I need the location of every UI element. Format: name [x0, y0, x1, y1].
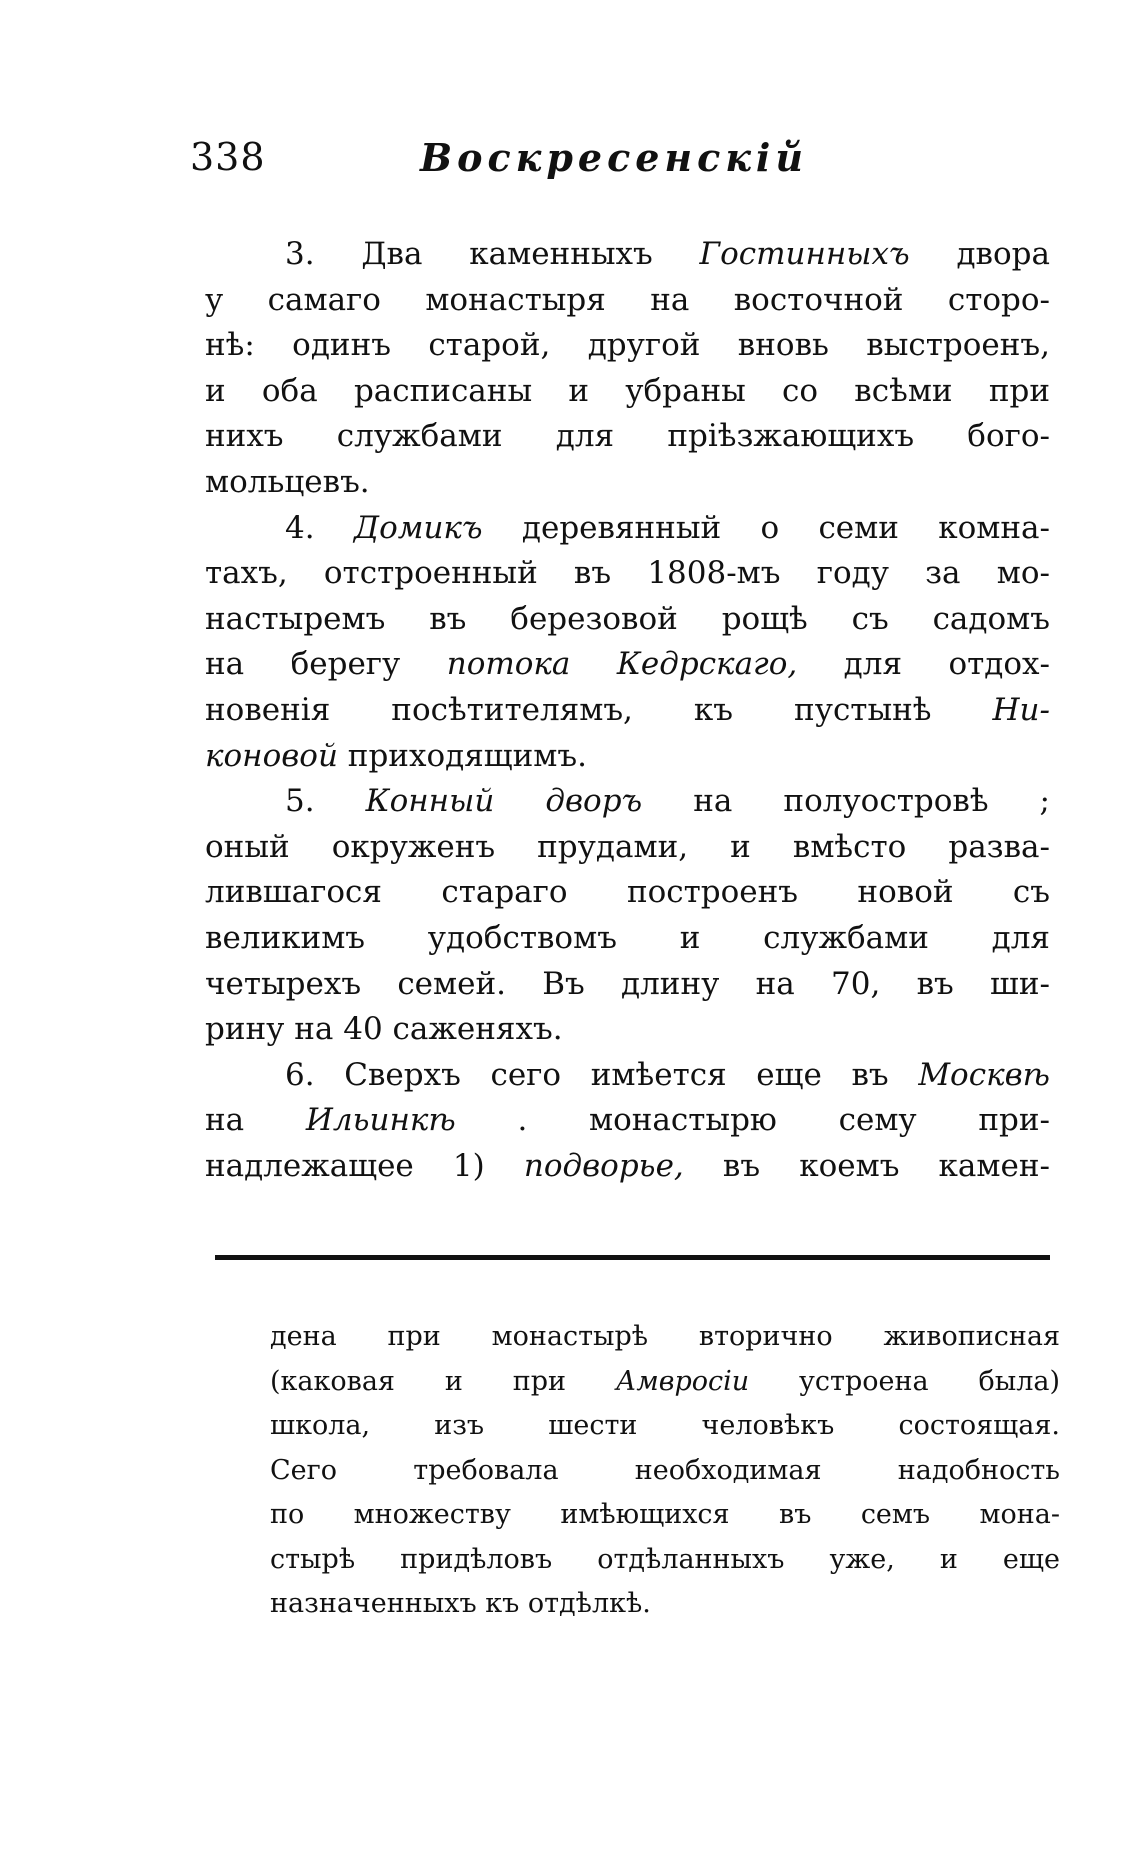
footnote [270, 1315, 1060, 1627]
text-line: мольцевъ. [205, 463, 370, 500]
text-line: на берегу потока Кедрскаго, для отдох- [205, 646, 1050, 683]
text-line: новенiя посѣтителямъ, къ пустынѣ Ни- [205, 691, 1050, 728]
text-line: оный окруженъ прудами, и вмѣсто разва- [205, 828, 1050, 865]
footnote-line: дена при монастырѣ вторично живописная [270, 1321, 1060, 1352]
running-title: Воскресенскiй [420, 135, 808, 180]
text-line: рину на 40 саженяхъ. [205, 1011, 563, 1048]
text-line: коновой приходящимъ. [205, 737, 587, 774]
text-line: нихъ службами для прiѣзжающихъ бого- [205, 418, 1050, 455]
text-line: надлежащее 1) подворье, въ коемъ камен- [205, 1147, 1050, 1184]
paragraph-6 [205, 1053, 1050, 1190]
text-line: 3. Два каменныхъ Гостинныхъ двора [285, 236, 1051, 272]
footnote-line: школа, изъ шести человѣкъ состоящая. [270, 1410, 1060, 1441]
text-line: у самаго монастыря на восточной сторо- [205, 281, 1050, 318]
paragraph-4 [205, 506, 1050, 780]
footnote-separator-rule [215, 1255, 1050, 1260]
text-line: нѣ: одинъ старой, другой вновь выстроенъ, [205, 327, 1050, 364]
text-line: 4. Домикъ деревянный о семи комна- [285, 509, 1050, 546]
text-line: лившагося стараго построенъ новой съ [205, 874, 1050, 911]
footnote-line: по множеству имѣющихся въ семъ мона- [270, 1499, 1060, 1530]
footnote-line: (каковая и при Амвросiи устроена была) [270, 1365, 1060, 1397]
text-line: великимъ удобствомъ и службами для [205, 919, 1050, 956]
footnote-line: назначенныхъ къ отдѣлкѣ. [270, 1588, 651, 1619]
main-text [205, 232, 1050, 1189]
paragraph-3 [205, 232, 1050, 506]
footnote-line: стырѣ придѣловъ отдѣланныхъ уже, и еще [270, 1543, 1060, 1575]
text-line: и оба расписаны и убраны со всѣми при [205, 372, 1050, 409]
text-line: на Ильинкѣ . монастырю сему при- [205, 1102, 1050, 1139]
footnote-line: Сего требовала необходимая надобность [270, 1454, 1060, 1486]
page-header [190, 135, 1060, 195]
text-line: 6. Сверхъ сего имѣется еще въ Москвѣ [285, 1056, 1050, 1093]
text-line: четырехъ семей. Въ длину на 70, въ ши- [205, 965, 1050, 1002]
text-line: тахъ, отстроенный въ 1808-мъ году за мо- [205, 555, 1050, 592]
text-line: настыремъ въ березовой рощѣ съ садомъ [205, 600, 1050, 637]
text-line: 5. Конный дворъ на полуостровѣ ; [285, 783, 1050, 820]
page-number: 338 [190, 135, 266, 179]
paragraph-5 [205, 779, 1050, 1053]
